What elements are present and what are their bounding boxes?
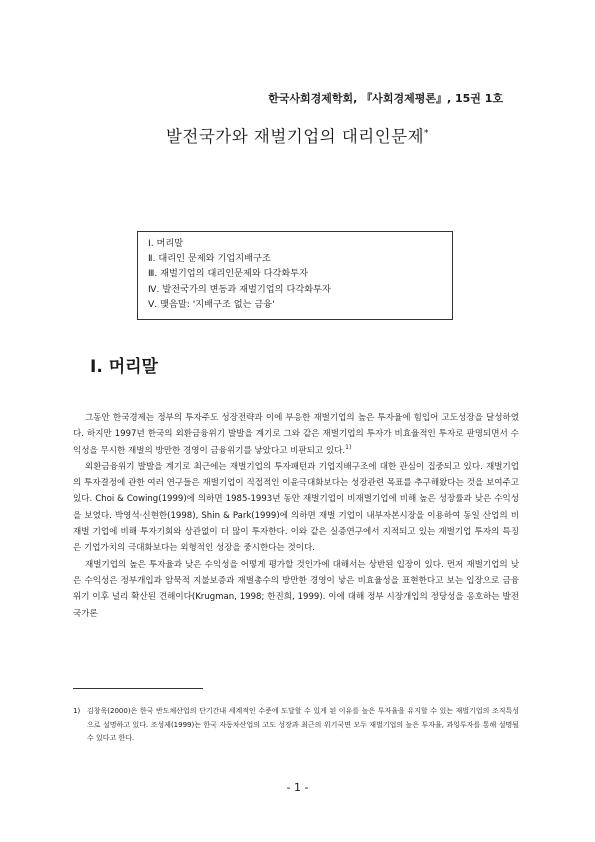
footnote-reference[interactable]: 1) — [345, 443, 352, 451]
table-of-contents — [137, 231, 453, 320]
toc-item: Ⅱ. 대리인 문제와 기업지배구조 — [148, 253, 271, 265]
toc-item: Ⅴ. 맺음말: '지배구조 없는 금융' — [148, 298, 275, 310]
paragraph — [73, 459, 519, 557]
toc-item: Ⅰ. 머리말 — [148, 238, 184, 249]
section-heading: Ⅰ. 머리말 — [90, 357, 158, 377]
paragraph-text: 외환금융위기 발발을 계기로 최근에는 재벌기업의 투자패턴과 기업지배구조에 대한 관심이 집중되고 있다. 재벌기업의 투자결정에 관한 여러 연구들은 재벌기업이 직접적인 이윤극대화보다는 성장관련 목표를 추구해왔다는 것을 보여주고 있다. Choi & Cowing(1999)에 의하면 1985-1993년 동안 재벌기업이 비재벌기업에 비해 높은 성장률과 낮은 수익성을 보였다. 박영석·신현한(1998), Shin & Park(1999)에 의하면 재벌 기업이 내부자본시장을 이용하여 동일 산업의 비재벌 기업에 비해 투자기회와 상관없이 더 많이 투자한다. 이와 같은 실증연구에서 지적되고 있는 재벌기업 투자의 특징은 기업가치의 극대화보다는 외형적인 성장을 중시한다는 것이다. — [73, 461, 519, 554]
toc-item: Ⅳ. 발전국가의 변동과 재벌기업의 다각화투자 — [148, 283, 331, 295]
paragraph — [73, 410, 519, 459]
body-text — [73, 410, 519, 622]
footnote — [73, 705, 519, 746]
footnote-divider — [73, 688, 203, 689]
paragraph — [73, 557, 519, 622]
title-footnote-marker: * — [424, 128, 430, 139]
journal-header: 한국사회경제학회, 『사회경제평론』, 15권 1호 — [268, 92, 503, 105]
footnote-text: 김창욱(2000)은 한국 반도체산업의 단기간내 세계적인 수준에 도달할 수 있게 된 이유를 높은 투자율을 유지할 수 있는 재벌기업의 조직특성으로 설명하고 있다. 조성제(1999)는 한국 자동차산업의 고도 성장과 최근의 위기국면 모두 재벌기업의 높은 투자율, 과잉투자를 통해 설명될 수 있다고 한다. — [87, 707, 519, 742]
paragraph-text: 재벌기업의 높은 투자율과 낮은 수익성을 어떻게 평가할 것인가에 대해서는 상반된 입장이 있다. 먼저 재벌기업의 낮은 수익성은 정부개입과 암묵적 지불보증과 재벌총수의 방만한 경영이 낳은 비효율성을 표현한다고 보는 입장으로 금융위기 이후 널리 확산된 견해이다(Krugman, 1998; 한진희, 1999). 이에 대해 정부 시장개입의 정당성을 옹호하는 발전국가론 — [73, 559, 519, 619]
footnote-marker: 1) — [73, 707, 81, 715]
page-number: - 1 - — [286, 781, 309, 794]
paragraph-text: 그동안 한국경제는 정부의 투자주도 성장전략과 이에 부응한 재벌기업의 높은 투자율에 힘입어 고도성장을 달성하였다. 하지만 1997년 한국의 외환금융위기 발발을 계기로 그와 같은 재벌기업의 투자가 비효율적인 투자로 판명되면서 수익성을 무시한 재벌의 방만한 경영이 금융위기를 낳았다고 비판되고 있다. — [73, 413, 519, 456]
title-text: 발전국가와 재벌기업의 대리인문제 — [165, 127, 425, 146]
toc-item: Ⅲ. 재벌기업의 대리인문제와 다각화투자 — [148, 268, 309, 280]
paper-title — [0, 123, 595, 147]
